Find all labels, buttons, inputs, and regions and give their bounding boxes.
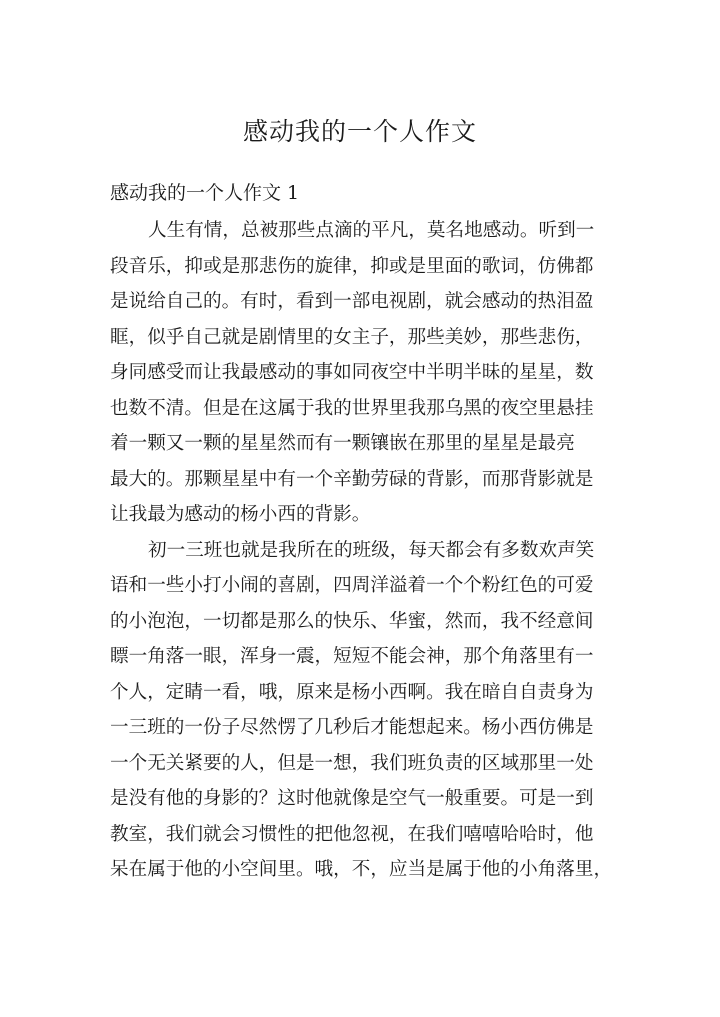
paragraph-2-line: 瞟一角落一眼，浑身一震，短短不能会神，那个角落里有一: [110, 646, 594, 667]
paragraph-1-line: 段音乐，抑或是那悲伤的旋律，抑或是里面的歌词，仿佛都: [110, 255, 594, 277]
paragraph-1-line: 让我最为感动的杨小西的背影。: [110, 504, 371, 525]
paragraph-1-line: 是说给自己的。有时，看到一部电视剧，就会感动的热泪盈: [110, 291, 594, 312]
paragraph-1-line: 人生有情，总被那些点滴的平凡，莫名地感动。听到一: [148, 220, 595, 241]
document-title: 感动我的一个人作文: [242, 117, 477, 146]
paragraph-2-line: 一个无关紧要的人，但是一想，我们班负责的区域那里一处: [110, 752, 594, 774]
paragraph-2-line: 呆在属于他的小空间里。哦，不，应当是属于他的小角落里，: [110, 859, 612, 880]
paragraph-2-line: 初一三班也就是我所在的班级，每天都会有多数欢声笑: [148, 539, 595, 561]
paragraph-1-line: 眶，似乎自己就是剧情里的女主子，那些美妙，那些悲伤，: [110, 326, 594, 348]
paragraph-2-line: 个人，定睛一看，哦，原来是杨小西啊。我在暗自自责身为: [110, 681, 594, 703]
section-heading: 感动我的一个人作文 1: [110, 182, 300, 204]
paragraph-1-line: 也数不清。但是在这属于我的世界里我那乌黑的夜空里悬挂: [110, 397, 594, 419]
paragraph-1-line: 最大的。那颗星星中有一个辛勤劳碌的背影，而那背影就是: [110, 468, 594, 490]
paragraph-1-line: 身同感受而让我最感动的事如同夜空中半明半昧的星星，数: [110, 362, 594, 383]
paragraph-2-line: 的小泡泡，一切都是那么的快乐、华蜜，然而，我不经意间: [110, 610, 594, 632]
paragraph-2-line: 教室，我们就会习惯性的把他忽视，在我们嘻嘻哈哈时，他: [110, 823, 594, 845]
paragraph-2-line: 一三班的一份子尽然愣了几秒后才能想起来。杨小西仿佛是: [110, 717, 594, 738]
body-text: [110, 213, 612, 888]
paragraph-2-line: 是没有他的身影的？这时他就像是空气一般重要。可是一到: [110, 788, 594, 809]
paragraph-1-line: 着一颗又一颗的星星然而有一颗镶嵌在那里的星星是最亮: [110, 433, 575, 454]
paragraph-2-line: 语和一些小打小闹的喜剧，四周洋溢着一个个粉红色的可爱: [110, 575, 594, 596]
